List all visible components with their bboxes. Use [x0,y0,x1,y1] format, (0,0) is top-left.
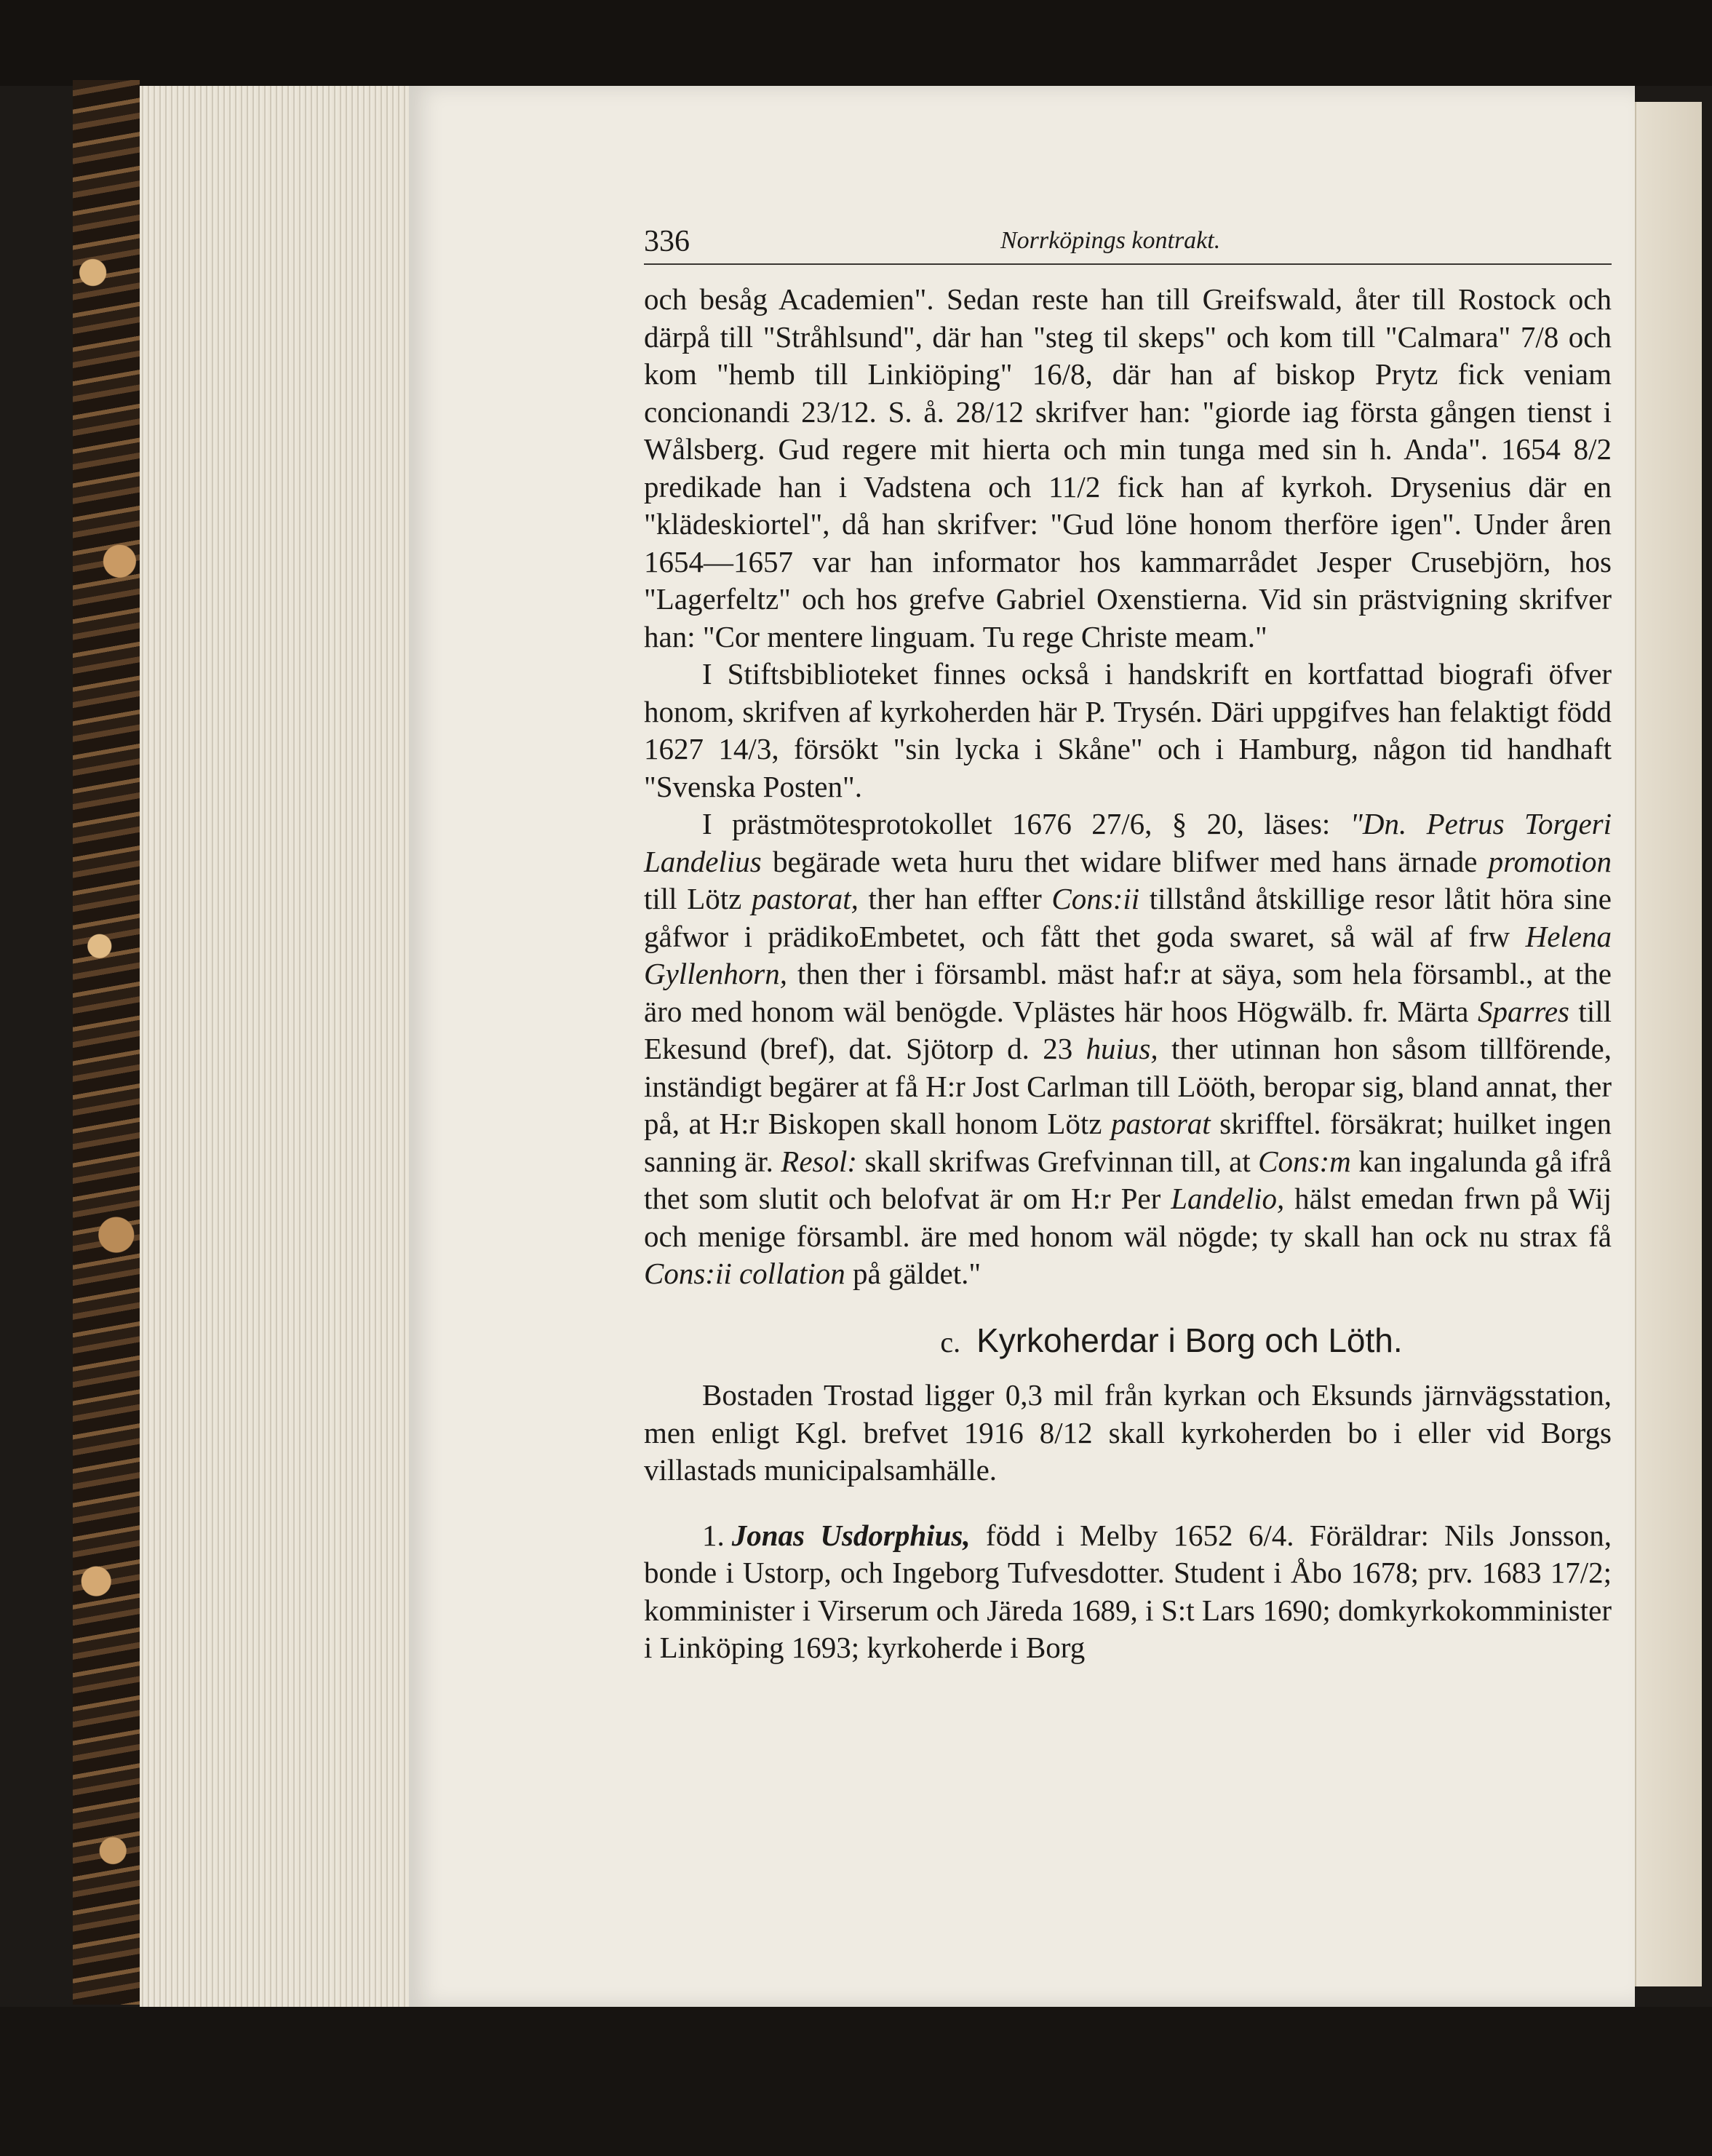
paragraph-2: I Stiftsbiblioteket finnes också i handskrift en kortfattad biografi öfver honom, skrifven af kyrkoherden här P. Trysén. Däri uppgifves han felaktigt född 1627 14/3, försökt "sin lycka i Skåne" och i Hamburg, någon tid handhaft "Svenska Posten". [644,657,1612,803]
paragraph-4: Bostaden Trostad ligger 0,3 mil från kyrkan och Eksunds järnvägsstation, men enligt Kgl. brefvet 1916 8/12 skall kyrkoherden bo i eller vid Borgs villastads municipalsamhälle. [644,1378,1612,1487]
section-heading [644,1322,1612,1361]
italic-span: Cons:m [1258,1144,1351,1178]
text-span: ther utinnan hon såsom tillförende, inständigt begärer at få H:r Jost Carlman till Lööth, beropar sig, bland annat, ther på, at H:r Biskopen skall honom Lötz [644,1032,1612,1140]
text-span: I prästmötesprotokollet 1676 27/6, § 20, läses: [702,807,1350,840]
marbled-page-edge [73,80,140,2005]
text-span: ther han effter [858,882,1052,915]
entry-number: 1. [702,1518,725,1552]
italic-span: "Dn. Petrus Torgeri Landelius [644,807,1612,878]
text-span: tillstånd åtskillige resor låtit höra sine gåfwor i prädikoEmbetet, och fått thet goda swaret, så wäl af frw [644,882,1612,953]
section-letter: c. [940,1325,961,1359]
text-span: till Ekesund (bref), dat. Sjötorp d. 23 [644,994,1612,1065]
running-title: Norrköpings kontrakt. [1000,226,1221,254]
book-cover-top [0,0,1712,86]
text-span: till Lötz [644,882,752,915]
text-span: skall skrifwas Grefvinnan till, at [857,1144,1259,1178]
italic-span: Helena Gyllenhorn, [644,919,1612,990]
background-shadow [0,2007,1712,2156]
italic-span: pastorat [1110,1107,1211,1140]
italic-span: Sparres [1477,994,1569,1028]
text-span: begärade weta huru thet widare blifwer med hans ärnade [761,844,1489,878]
paragraph-1: och besåg Academien". Sedan reste han till Greifswald, åter till Rostock och därpå till "Stråhlsund", där han "steg til skeps" och kom till "Calmara" 7/8 och kom "hemb till Linkiöping" 16/8, där han af biskop Prytz fick veniam concionandi 23/12. S. å. 28/12 skrifver han: "giorde iag första gången tienst i Wålsberg. Gud regere mit hierta och min tunga med sin h. Anda". 1654 8/2 predikade han i Vadstena och 11/2 fick han af kyrkoh. Drysenius där en "klädeskiortel", då han skrifver: "Gud löne honom therföre igen". Under åren 1654—1657 var han informator hos kammarrådet Jesper Crusebjörn, hos "Lagerfeltz" och hos grefve Gabriel Oxenstierna. Vid sin prästvigning skrifver han: "Cor mentere linguam. Tu rege Christe meam." [644,282,1612,653]
text-span: then ther i försambl. mäst haf:r at säya, som hela försambl., at the äro med honom wäl benögde. Vplästes här hoos Högwälb. fr. Märta [644,957,1612,1028]
page-text [644,218,1612,1667]
entry-text: född i Melby 1652 6/4. Föräldrar: Nils Jonsson, bonde i Ustorp, och Ingeborg Tufvesdotter. Student i Åbo 1678; prv. 1683 17/2; komminister i Virserum och Järeda 1689, i S:t Lars 1690; domkyrkokomminister i Linköping 1693; kyrkoherde i Borg [644,1518,1612,1664]
entry-name: Jonas Usdorphius, [731,1518,971,1552]
page-number: 336 [644,224,690,258]
italic-span: Resol: [781,1144,858,1178]
page-stack-edge [140,86,410,2007]
page-header [644,218,1612,265]
entry-1 [644,1517,1612,1667]
italic-span: Cons:ii collation [644,1257,845,1290]
italic-span: pastorat, [751,882,859,915]
italic-span: Landelio, [1171,1182,1285,1215]
text-span: skrifftel. försäkrat; huilket ingen sanning är. [644,1107,1612,1178]
paragraph-3 [644,805,1612,1293]
italic-span: Cons:ii [1051,882,1140,915]
text-span: kan ingalunda gå ifrå thet som slutit och belofvat är om H:r Per [644,1144,1612,1215]
text-span: hälst emedan frwn på Wij och menige försambl. äre med honom wäl nögde; ty skall han ock nu strax få [644,1182,1612,1253]
text-span: på gäldet." [845,1257,982,1290]
facing-page-edge [1635,102,1702,1986]
italic-span: huius, [1086,1032,1158,1065]
section-title: Kyrkoherdar i Borg och Löth. [976,1321,1403,1359]
italic-span: promotion [1488,844,1612,878]
